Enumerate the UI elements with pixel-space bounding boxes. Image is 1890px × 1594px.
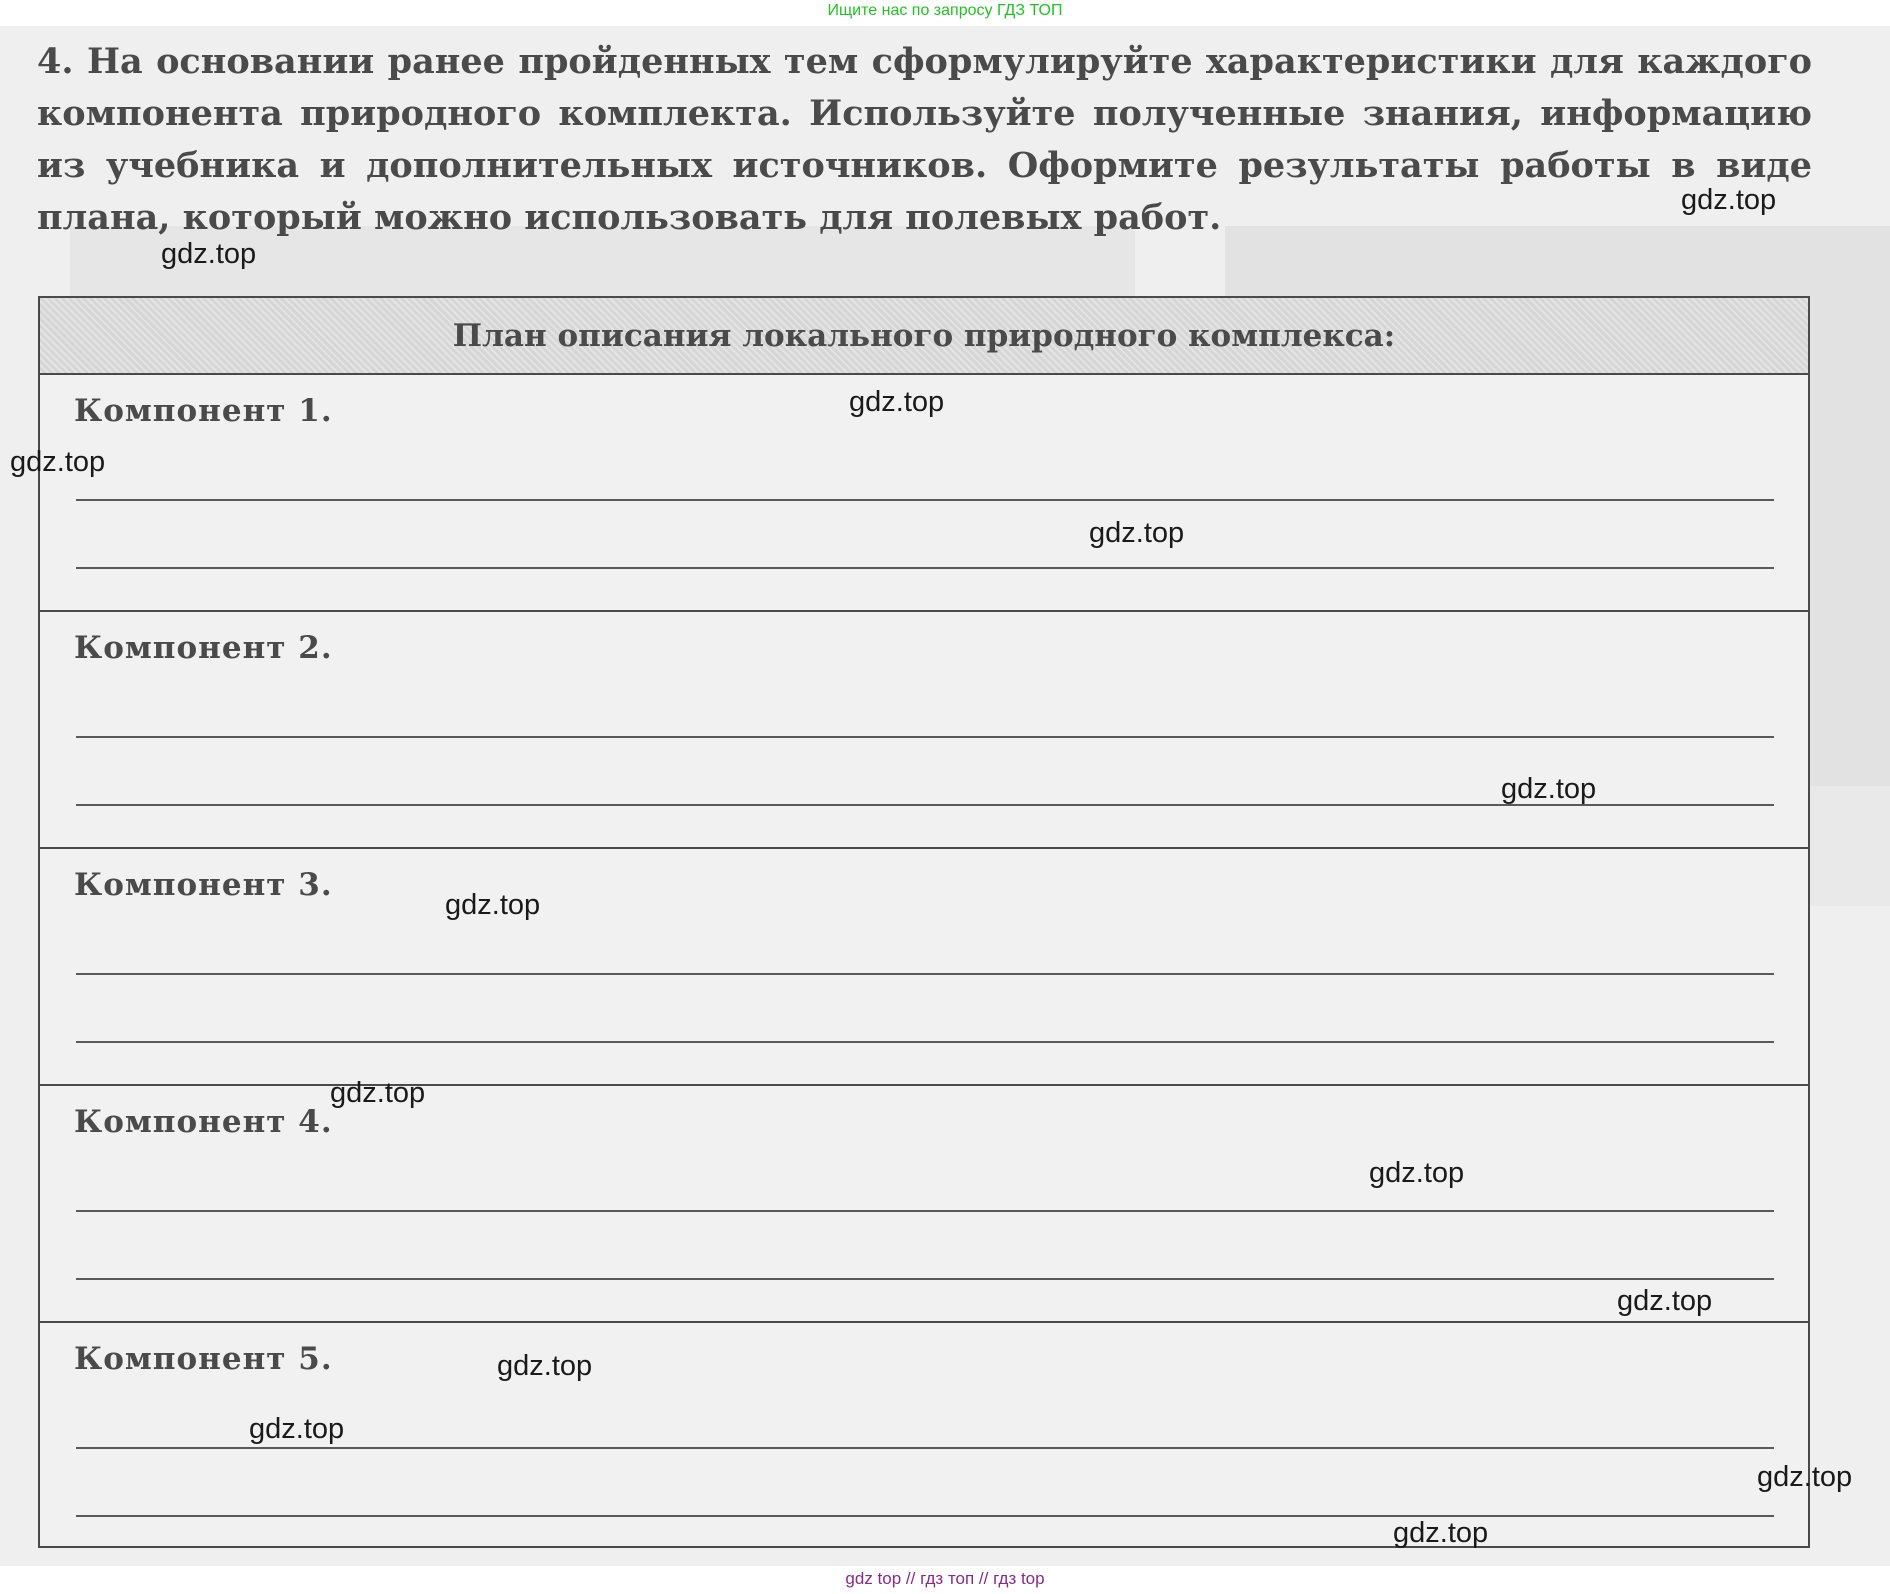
answer-line [76,567,1774,569]
answer-line [76,1041,1774,1043]
answer-line [76,1515,1774,1517]
answer-line [76,973,1774,975]
watermark: gdz.top [330,1077,426,1109]
watermark: gdz.top [1369,1157,1465,1189]
watermark: gdz.top [445,889,541,921]
watermark: gdz.top [1681,184,1777,216]
answer-line [76,1210,1774,1212]
plan-title: План описания локального природного комплекса: [40,298,1808,375]
watermark: gdz.top [10,446,106,478]
watermark: gdz.top [1089,517,1185,549]
watermark: gdz.top [161,238,257,270]
watermark: gdz.top [1617,1285,1713,1317]
answer-line [76,1447,1774,1449]
component-label: Компонент 1. [74,393,333,429]
plan-table [38,296,1810,1548]
component-section [40,612,1808,849]
answer-line [76,736,1774,738]
watermark: gdz.top [249,1413,345,1445]
component-section [40,1086,1808,1323]
watermark: gdz.top [1501,773,1597,805]
watermark: gdz.top [849,386,945,418]
top-banner: Ищите нас по запросу ГДЗ ТОП [827,2,1063,19]
watermark: gdz.top [1393,1517,1489,1549]
component-label: Компонент 2. [74,630,333,666]
watermark: gdz.top [497,1350,593,1382]
component-label: Компонент 5. [74,1341,333,1377]
answer-line [76,1278,1774,1280]
footer-watermark: gdz top // гдз топ // гдз top [845,1569,1045,1588]
answer-line [76,499,1774,501]
component-section [40,849,1808,1086]
component-label: Компонент 3. [74,867,333,903]
watermark: gdz.top [1757,1461,1853,1493]
component-label: Компонент 4. [74,1104,333,1140]
task-instruction: 4. На основании ранее пройденных тем сформулируйте характеристики для каждого компонента природного комплекта. Используйте полученные знания, информацию из учебника и дополнительных источников. Оформите результаты работы в виде плана, который можно использовать для полевых работ. [37,41,1812,238]
